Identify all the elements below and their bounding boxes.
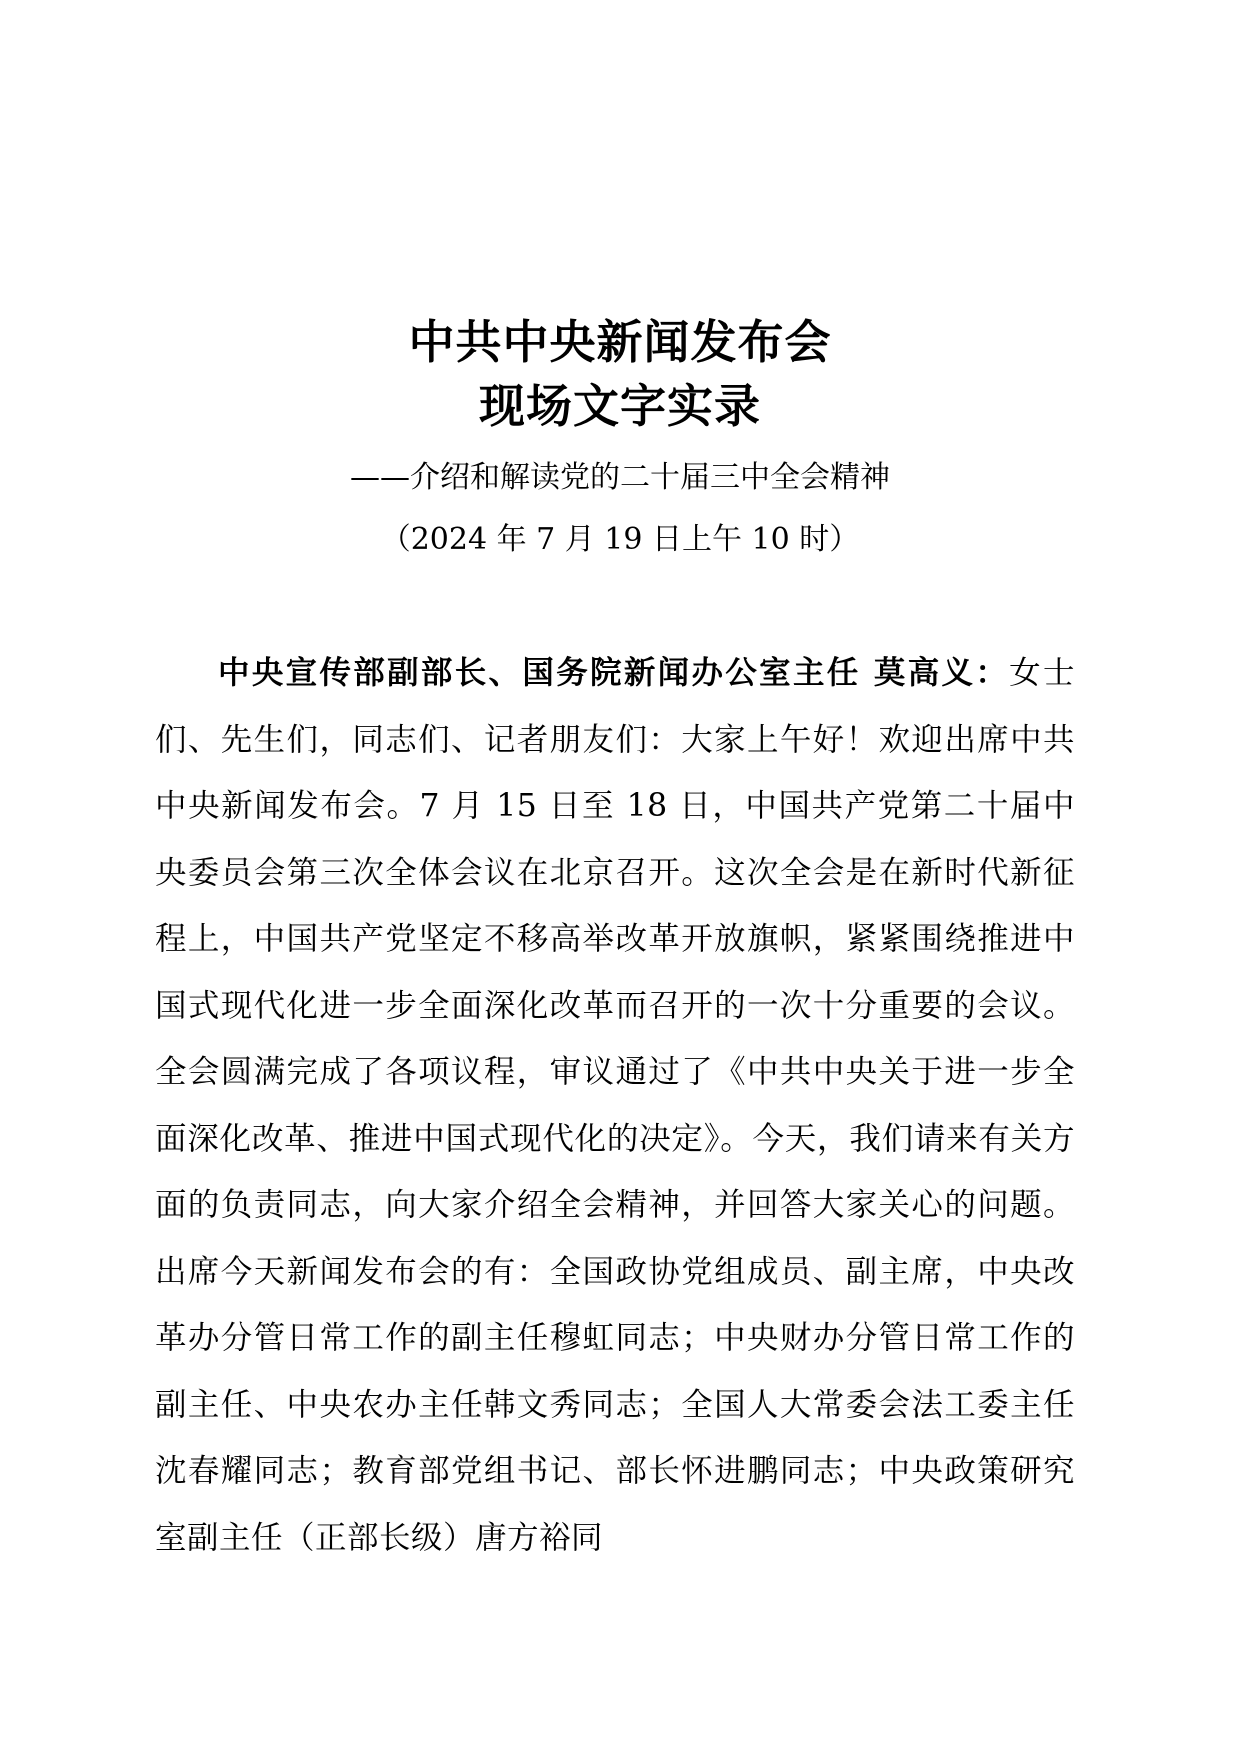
paragraph-text: 女士们、先生们，同志们、记者朋友们：大家上午好！欢迎出席中共中央新闻发布会。7 月 15 日至 18 日，中国共产党第二十届中央委员会第三次全体会议在北京召开。这次全会是在新时代新征程上，中国共产党坚定不移高举改革开放旗帜，紧紧围绕推进中国式现代化进一步全面深化改革而召开的一次十分重要的会议。全会圆满完成了各项议程，审议通过了《中共中央关于进一步全面深化改革、推进中国式现代化的决定》。今天，我们请来有关方面的负责同志，向大家介绍全会精神，并回答大家关心的问题。出席今天新闻发布会的有：全国政协党组成员、副主席，中央改革办分管日常工作的副主任穆虹同志；中央财办分管日常工作的副主任、中央农办主任韩文秀同志；全国人大常委会法工委主任沈春耀同志；教育部党组书记、部长怀进鹏同志；中央政策研究室副主任（正部长级）唐方裕同 <box>155 655 1075 1556</box>
document-subtitle: ——介绍和解读党的二十届三中全会精神 <box>350 460 890 495</box>
speaker-label: 中央宣传部副部长、国务院新闻办公室主任 莫高义： <box>218 654 1010 691</box>
body-paragraph <box>155 640 1075 1571</box>
document-title-line1: 中共中央新闻发布会 <box>408 315 832 369</box>
document-date-line: （2024 年 7 月 19 日上午 10 时） <box>380 522 860 557</box>
document-title-line2: 现场文字实录 <box>479 379 761 433</box>
